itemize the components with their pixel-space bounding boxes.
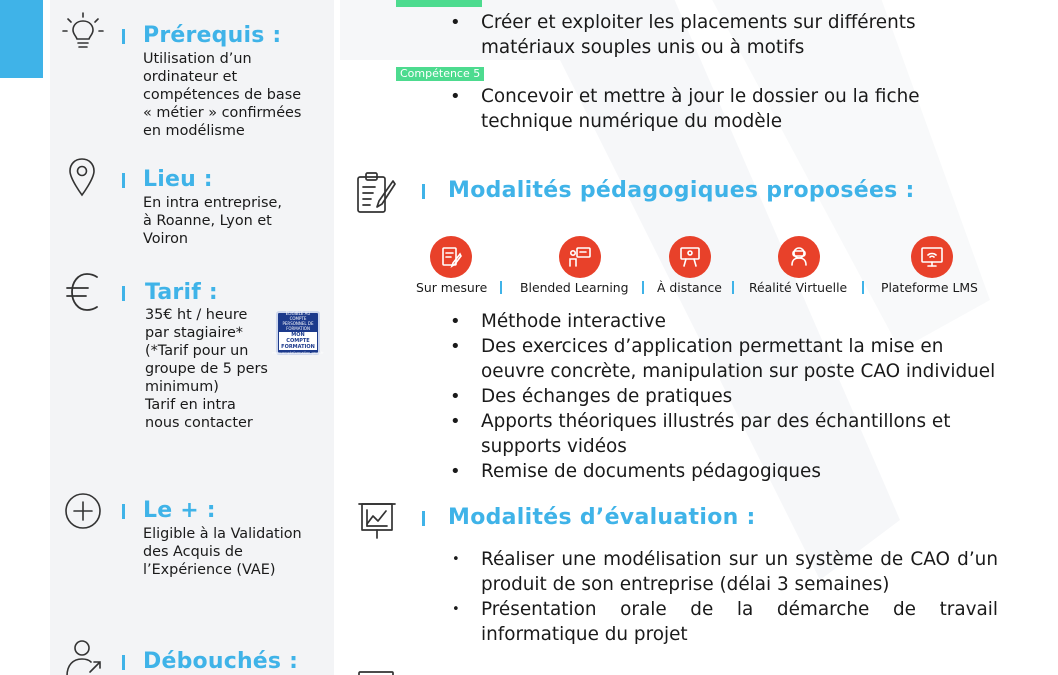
list-item: • Créer et exploiter les placements sur différents matériaux souples unis ou à motifs xyxy=(448,10,968,60)
modality-separator xyxy=(732,281,734,294)
list-item: • Remise de documents pédagogiques xyxy=(448,459,1008,484)
list-item: • Des exercices d’application permettant la mise en oeuvre concrète, manipulation sur poste CAO individuel xyxy=(448,334,1008,384)
modality-separator xyxy=(500,281,502,294)
tarif-title: Tarif : xyxy=(145,280,218,305)
competence-4-list xyxy=(448,10,968,60)
prerequis-title: Prérequis : xyxy=(143,23,282,48)
modality-label-vr: Réalité Virtuelle xyxy=(749,280,848,295)
list-item: • Concevoir et mettre à jour le dossier ou la fiche technique numérique du modèle xyxy=(448,84,968,134)
prerequis-body: Utilisation d’un ordinateur et compétences de base « métier » confirmées en modélisme xyxy=(143,51,302,139)
le-plus-title: Le + : xyxy=(143,498,216,523)
list-item: • Présentation orale de la démarche de travail informatique du projet xyxy=(448,597,998,647)
list-item: • Réaliser une modélisation sur un système de CAO d’un produit de son entreprise (délai 3 semaines) xyxy=(448,547,998,597)
remote-class-icon xyxy=(669,236,711,278)
debouches-title: Débouchés : xyxy=(143,649,299,674)
monitor-wifi-icon xyxy=(911,236,953,278)
competence-5-list xyxy=(448,84,968,134)
le-plus-body: Eligible à la Validation des Acquis de l’Expérience (VAE) xyxy=(143,526,302,578)
section-bar xyxy=(122,655,125,670)
competence-tag-cut xyxy=(396,0,482,7)
modality-label-distance: À distance xyxy=(657,280,722,295)
modalites-pedagogiques-list xyxy=(448,309,1008,484)
lieu-title: Lieu : xyxy=(143,167,213,192)
tailored-document-icon xyxy=(430,236,472,278)
section-bar xyxy=(122,504,125,519)
next-section-icon-partial xyxy=(357,665,397,675)
modality-label-sur-mesure: Sur mesure xyxy=(416,280,488,295)
lieu-body: En intra entreprise, à Roanne, Lyon et Voiron xyxy=(143,195,282,247)
cpf-badge-top: ELIGIBLE AU COMPTE PERSONNEL DE FORMATION xyxy=(282,311,314,331)
plus-circle-icon xyxy=(64,492,102,530)
section-bar xyxy=(122,29,125,44)
modalites-pedagogiques-title: Modalités pédagogiques proposées : xyxy=(448,178,915,203)
tarif-body: 35€ ht / heure par stagiaire* (*Tarif pour un groupe de 5 pers minimum) Tarif en intra nous contacter xyxy=(145,307,268,431)
modality-separator xyxy=(862,281,864,294)
section-bar xyxy=(422,184,425,199)
euro-icon xyxy=(66,272,100,312)
list-item: • Des échanges de pratiques xyxy=(448,384,1008,409)
list-item: • Apports théoriques illustrés par des échantillons et supports vidéos xyxy=(448,409,1008,459)
section-bar xyxy=(422,511,425,526)
location-pin-icon xyxy=(67,157,97,197)
modality-label-lms: Plateforme LMS xyxy=(881,280,978,295)
cpf-badge-middle: MON COMPTE FORMATION xyxy=(281,332,315,350)
chart-board-icon xyxy=(357,500,397,546)
modality-label-blended: Blended Learning xyxy=(520,280,629,295)
modalites-evaluation-list xyxy=(448,547,998,647)
modality-separator xyxy=(642,281,644,294)
modalites-evaluation-title: Modalités d’évaluation : xyxy=(448,505,756,530)
section-bar xyxy=(122,286,125,301)
list-item: • Méthode interactive xyxy=(448,309,1008,334)
person-arrow-icon xyxy=(62,638,106,675)
presenter-board-icon xyxy=(559,236,601,278)
lightbulb-icon xyxy=(62,12,104,52)
competence-5-tag: Compétence 5 xyxy=(396,67,484,81)
blue-corner-tab xyxy=(0,0,43,78)
cpf-badge-bottom: moncompteformation.gouv.fr xyxy=(272,351,324,355)
cpf-eligibility-badge xyxy=(272,311,324,355)
clipboard-pencil-icon xyxy=(355,171,397,219)
vr-headset-icon xyxy=(778,236,820,278)
section-bar xyxy=(122,173,125,188)
